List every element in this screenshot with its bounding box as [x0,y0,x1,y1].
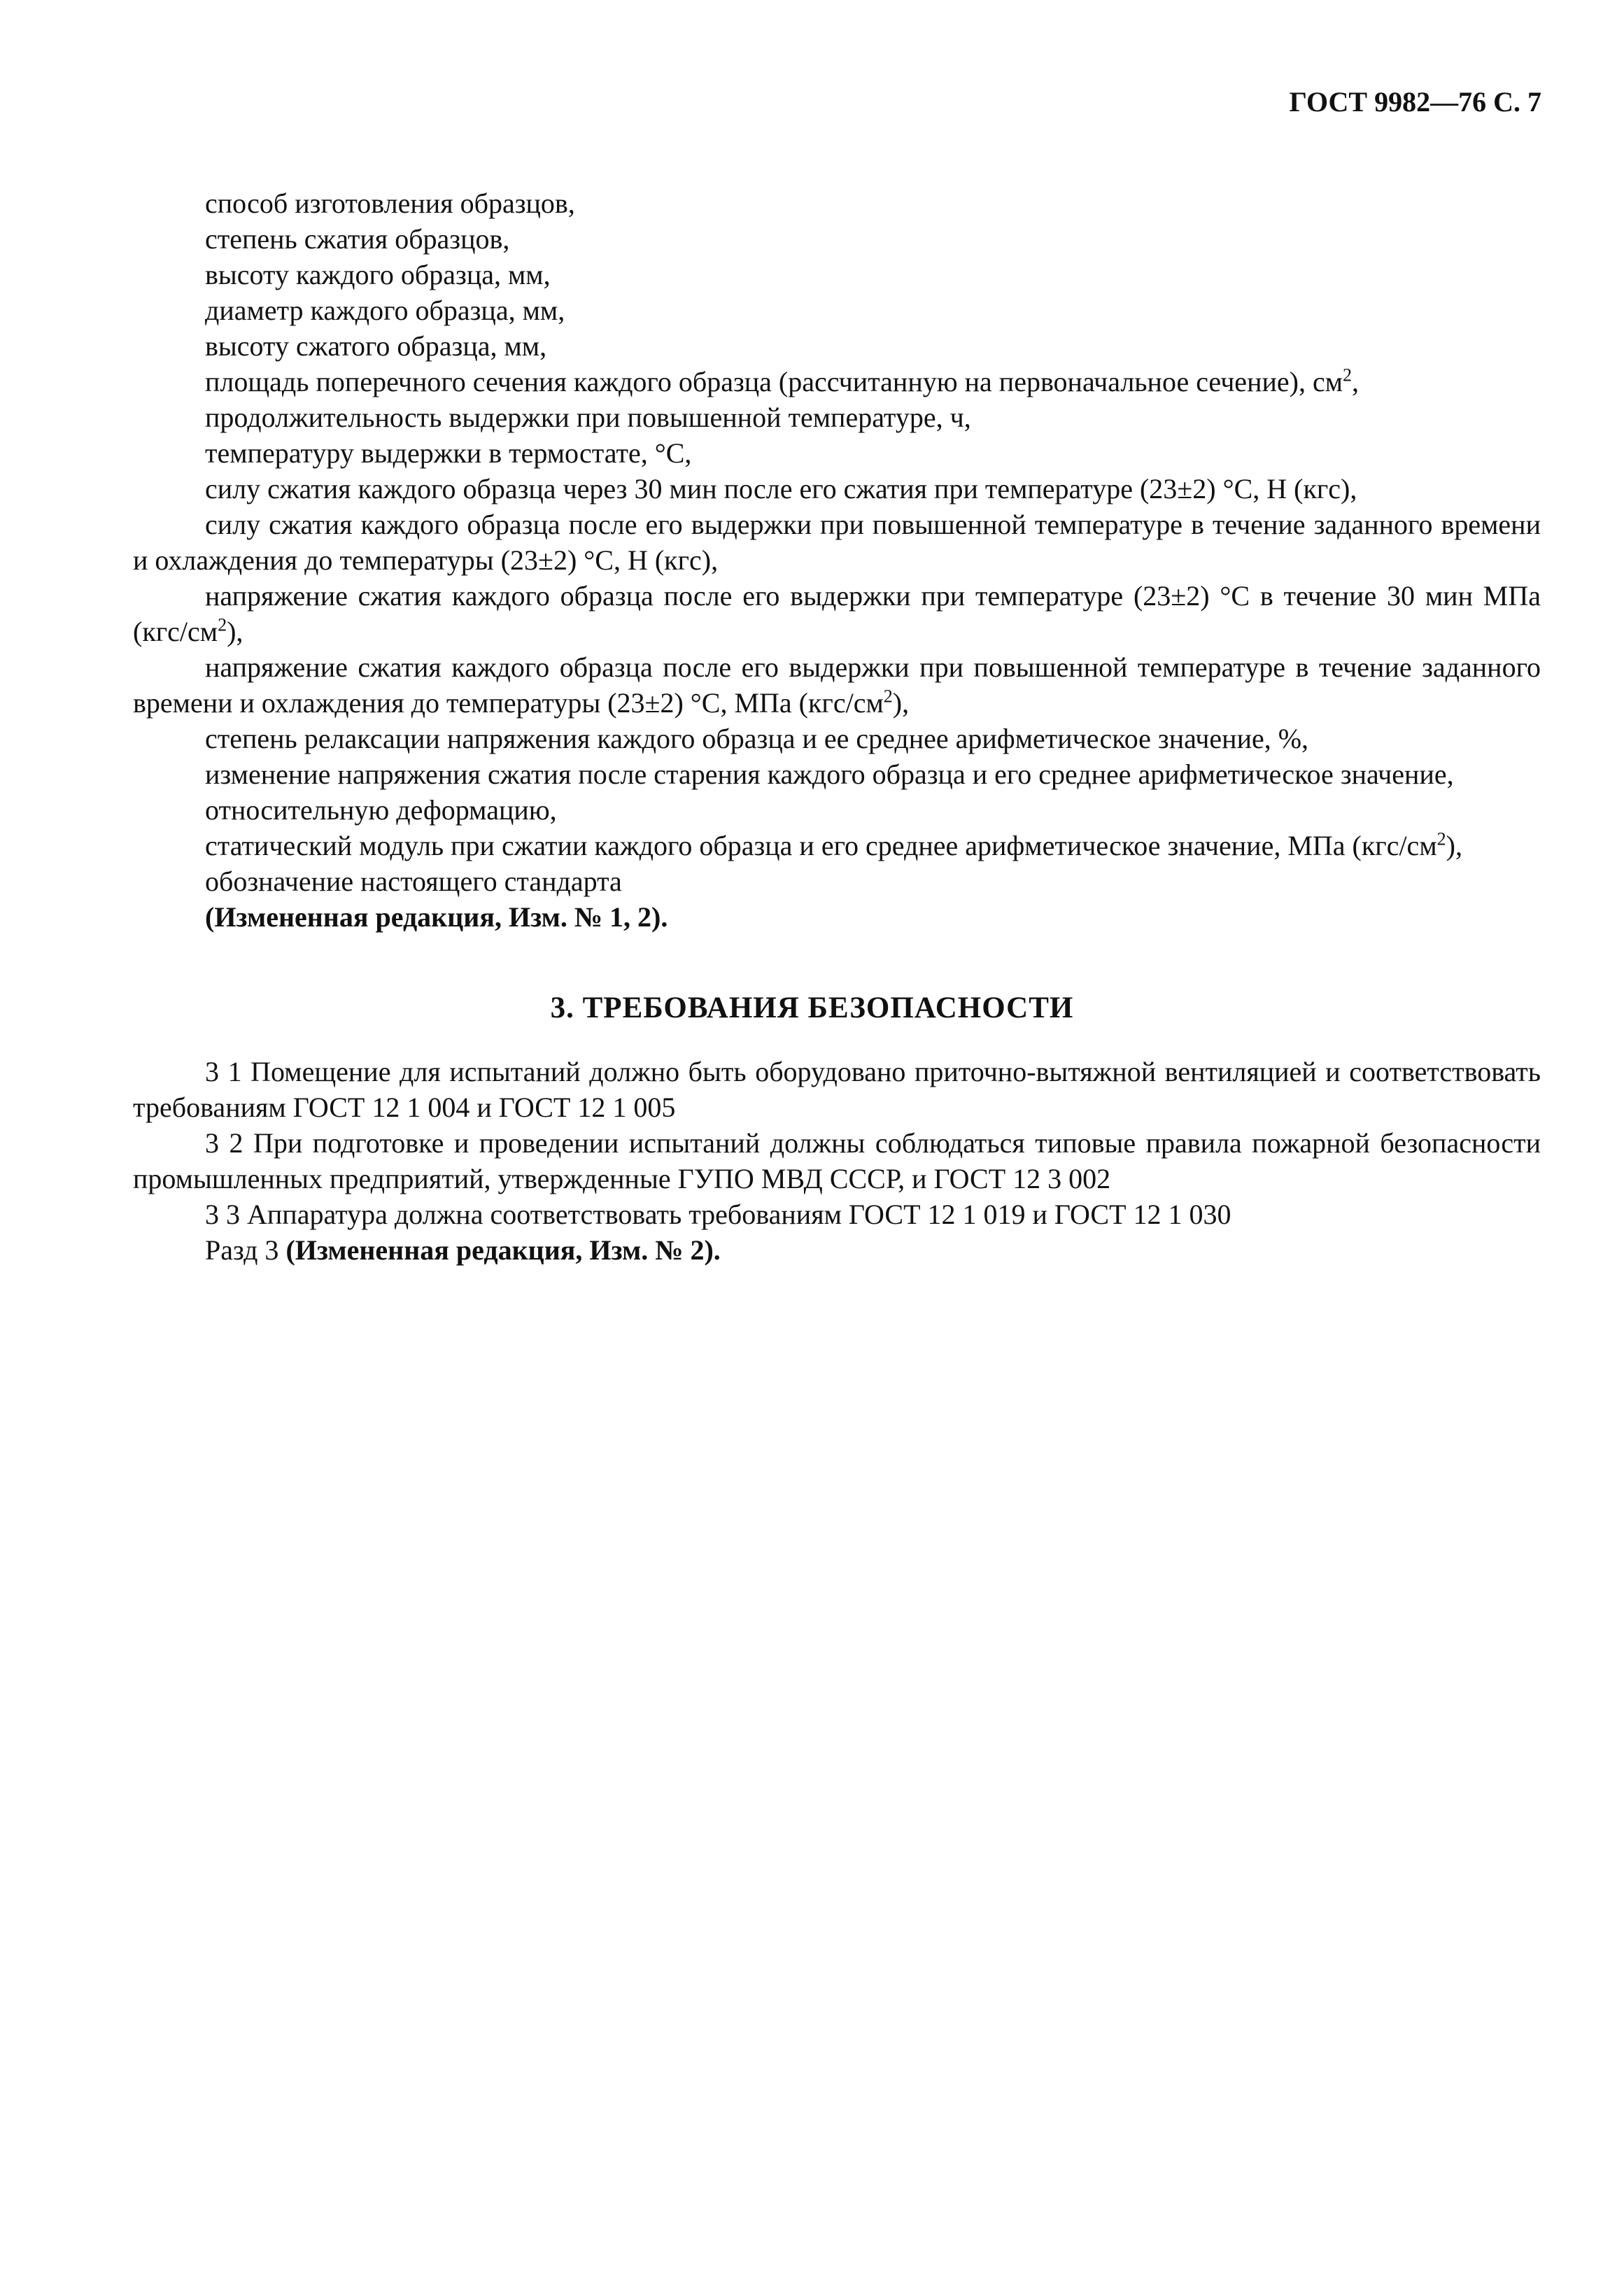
list-item: силу сжатия каждого образца после его выдержки при повышенной температуре в течение заданного времени и охлаждения до температуры (23±2) °С, Н (кгс), [133,509,1541,576]
clause-3-2: 3 2 При подготовке и проведении испытаний должны соблюдаться типовые правила пожарной безопасности промышленных предприятий, утвержденные ГУПО МВД СССР, и ГОСТ 12 3 002 [133,1127,1541,1194]
report-contents-list [133,185,1541,935]
list-item: степень сжатия образцов, [205,223,510,255]
list-item: напряжение сжатия каждого образца после его выдержки при повышенной температуре в течение заданного времени и охлаждения до температуры (23±2) °С, МПа $(кгс/см^2)$, [133,651,1541,719]
list-item: изменение напряжения сжатия после старения каждого образца и его среднее арифметическое значение, [205,759,1454,790]
list-item: диаметр каждого образца, мм, [205,295,565,326]
amendment-note: (Измененная редакция, Изм. № 1, 2). [205,901,668,933]
section-amendment [133,1232,1541,1268]
list-item: высоту каждого образца, мм, [205,259,551,290]
list-item: температуру выдержки в термостате, °С, [205,437,692,469]
list-item: продолжительность выдержки при повышенной температуре, ч, [205,402,971,433]
list-item: напряжение сжатия каждого образца после его выдержки при температуре (23±2) °С в течение 30 мин МПа $(кгс/см^2)$, [133,580,1541,647]
list-item: силу сжатия каждого образца через 30 мин после его сжатия при температуре (23±2) °С, Н (кгс), [205,473,1357,505]
section-amendment-prefix: Разд 3 [205,1234,279,1266]
list-item: статический модуль при сжатии каждого образца и его среднее арифметическое значение, МПа $(кгс/см^2)$, [205,828,1462,861]
list-item: относительную деформацию, [205,794,557,826]
list-item: степень релаксации напряжения каждого образца и ее среднее арифметическое значение, %, [205,723,1309,754]
list-item: способ изготовления образцов, [205,188,575,219]
list-item: высоту сжатого образца, мм, [205,330,547,362]
safety-requirements [133,1054,1541,1268]
clause-3-3: 3 3 Аппаратура должна соответствовать требованиям ГОСТ 12 1 019 и ГОСТ 12 1 030 [205,1199,1231,1230]
page-header: ГОСТ 9982—76 С. 7 [1289,86,1541,118]
section-title: 3. ТРЕБОВАНИЯ БЕЗОПАСНОСТИ [550,992,1074,1024]
section-amendment-note: (Измененная редакция, Изм. № 2). [285,1234,721,1266]
list-item: обозначение настоящего стандарта [205,866,622,897]
list-item: площадь поперечного сечения каждого образца (рассчитанную на первоначальное сечение), $см^2$, [205,365,1360,397]
clause-3-1: 3 1 Помещение для испытаний должно быть оборудовано приточно-вытяжной вентиляцией и соответствовать требованиям ГОСТ 12 1 004 и ГОСТ 12 1 005 [133,1056,1541,1123]
